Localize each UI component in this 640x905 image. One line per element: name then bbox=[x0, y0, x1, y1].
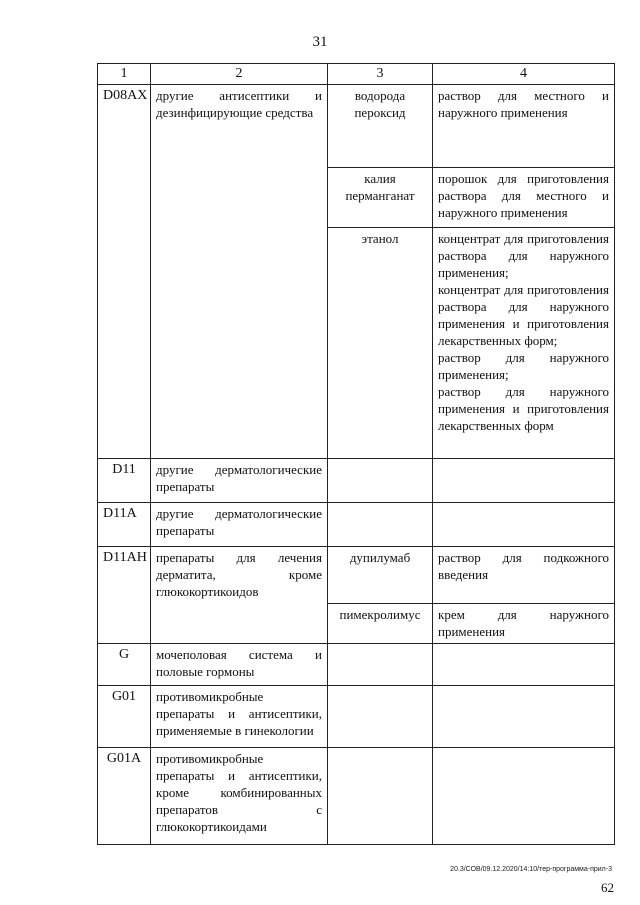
group-description: противомикробные препараты и антисептики, кроме комбинированных препаратов с глюкокортикоидами bbox=[151, 748, 328, 845]
substance-name bbox=[328, 459, 433, 503]
substance-name: дупилумаб bbox=[328, 547, 433, 604]
table-row bbox=[98, 85, 615, 168]
group-description: мочеполовая система и половые гормоны bbox=[151, 644, 328, 686]
dosage-form bbox=[433, 459, 615, 503]
table-row bbox=[98, 503, 615, 547]
substance-name bbox=[328, 644, 433, 686]
atc-code: D11 bbox=[98, 459, 151, 503]
table-row bbox=[98, 547, 615, 604]
substance-name: этанол bbox=[328, 228, 433, 459]
dosage-form: концентрат для приготовления раствора для наружного применения и приготовления лекарственных форм; bbox=[438, 282, 609, 348]
drug-table bbox=[97, 63, 615, 845]
dosage-form: крем для наружного применения bbox=[433, 604, 615, 644]
dosage-form: раствор для подкожного введения bbox=[433, 547, 615, 604]
atc-code: G01A bbox=[98, 748, 151, 845]
dosage-form bbox=[433, 686, 615, 748]
dosage-form: порошок для приготовления раствора для местного и наружного применения bbox=[433, 168, 615, 228]
substance-name bbox=[328, 503, 433, 547]
dosage-form: концентрат для приготовления раствора для наружного применения; bbox=[438, 231, 609, 280]
atc-code: D11A bbox=[98, 503, 151, 547]
footer-page-number: 62 bbox=[601, 880, 614, 895]
table-row bbox=[98, 748, 615, 845]
dosage-form bbox=[433, 503, 615, 547]
header-col-2: 2 bbox=[151, 64, 328, 85]
group-description: другие дерматологические препараты bbox=[151, 503, 328, 547]
substance-name: пимекролимус bbox=[328, 604, 433, 644]
table-header-row bbox=[98, 64, 615, 85]
footer-document-reference: 20.3/СОВ/09.12.2020/14:10/тер-программа-прил-3 bbox=[450, 866, 612, 873]
dosage-form bbox=[433, 748, 615, 845]
substance-name: водорода пероксид bbox=[328, 85, 433, 168]
table-row bbox=[98, 459, 615, 503]
header-col-4: 4 bbox=[433, 64, 615, 85]
dosage-form: раствор для местного и наружного применения bbox=[433, 85, 615, 168]
header-col-3: 3 bbox=[328, 64, 433, 85]
table-row bbox=[98, 644, 615, 686]
dosage-form: раствор для наружного применения; bbox=[438, 350, 609, 382]
dosage-form: раствор для наружного применения и приготовления лекарственных форм bbox=[438, 384, 609, 433]
atc-code: G01 bbox=[98, 686, 151, 748]
group-description: противомикробные препараты и антисептики, применяемые в гинекологии bbox=[151, 686, 328, 748]
group-description: другие антисептики и дезинфицирующие средства bbox=[151, 85, 328, 459]
group-description: другие дерматологические препараты bbox=[151, 459, 328, 503]
group-description: препараты для лечения дерматита, кроме глюкокортикоидов bbox=[151, 547, 328, 644]
table-row bbox=[98, 686, 615, 748]
page-number: 31 bbox=[312, 34, 328, 50]
header-col-1: 1 bbox=[98, 64, 151, 85]
substance-name: калия перманганат bbox=[328, 168, 433, 228]
atc-code: G bbox=[98, 644, 151, 686]
dosage-form-list bbox=[433, 228, 615, 459]
atc-code: D11AH bbox=[98, 547, 151, 644]
atc-code: D08AX bbox=[98, 85, 151, 459]
substance-name bbox=[328, 686, 433, 748]
substance-name bbox=[328, 748, 433, 845]
dosage-form bbox=[433, 644, 615, 686]
